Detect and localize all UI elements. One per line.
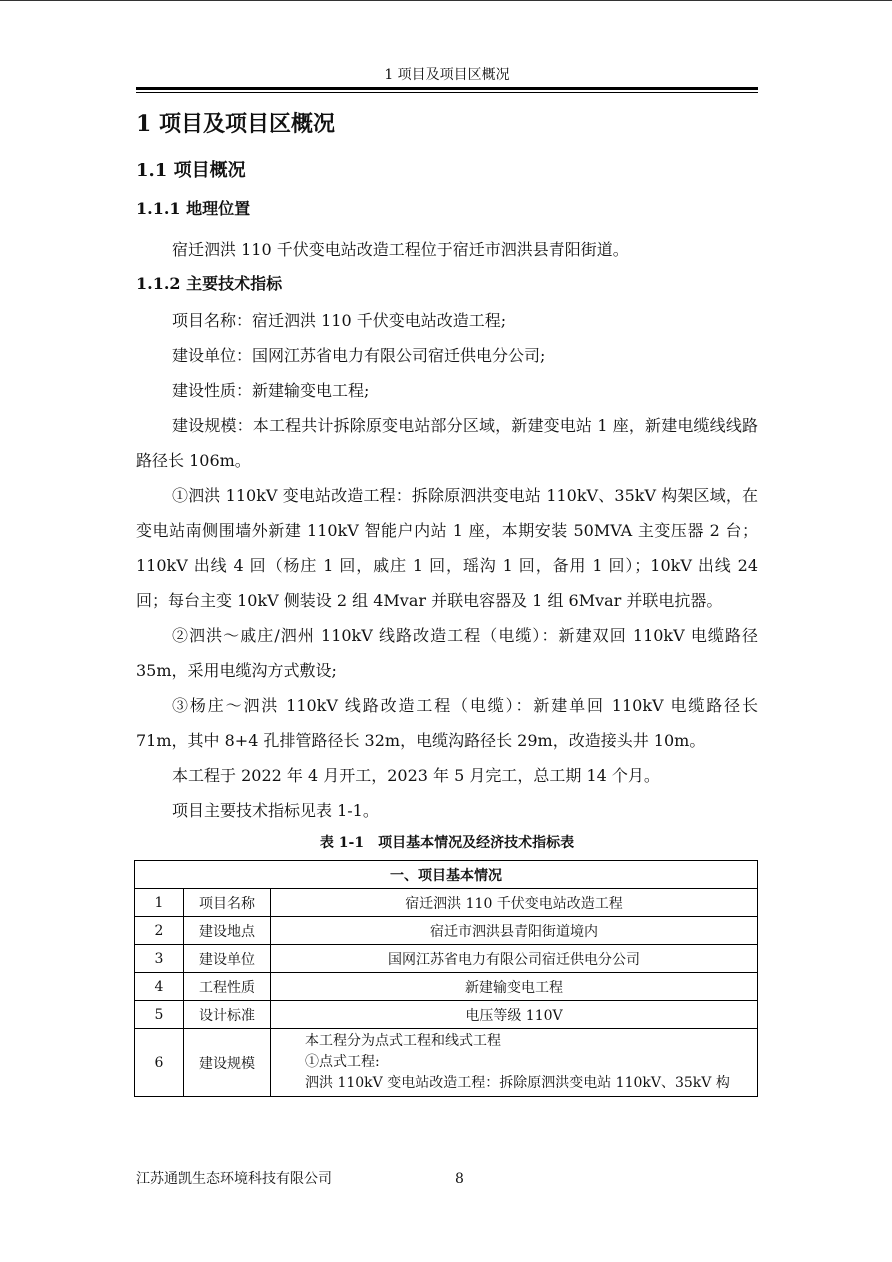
- row-number: 4: [135, 973, 184, 1001]
- basic-info-table: [134, 860, 758, 1097]
- paragraph-substation: ①泗洪 110kV 变电站改造工程：拆除原泗洪变电站 110kV、35kV 构架区域，在变电站南侧围墙外新建 110kV 智能户内站 1 座，本期安装 50MVA 主变压器 2 台；110kV 出线 4 回（杨庄 1 回，戚庄 1 回，瑶沟 1 回，备用 1 回）；10kV 出线 24 回；每台主变 10kV 侧装设 2 组 4Mvar 并联电容器及 1 组 6Mvar 并联电抗器。: [136, 486, 758, 610]
- row-label: 建设地点: [184, 917, 271, 945]
- row-label: 建设规模: [184, 1029, 271, 1097]
- paragraph-nature: 建设性质：新建输变电工程;: [172, 381, 370, 400]
- paragraph-line-2: ③杨庄～泗洪 110kV 线路改造工程（电缆）：新建单回 110kV 电缆路径长 71m，其中 8+4 孔排管路径长 32m，电缆沟路径长 29m，改造接头井 10m。: [136, 696, 758, 750]
- row-label: 项目名称: [184, 889, 271, 917]
- table-caption: 表 1-1 项目基本情况及经济技术指标表: [319, 835, 575, 851]
- row-value: 电压等级 110V: [271, 1001, 758, 1029]
- table-row: [135, 973, 758, 1001]
- row-number: 2: [135, 917, 184, 945]
- table-section-row: [135, 861, 758, 889]
- page-top-border: [0, 0, 892, 1]
- scale-line: ①点式工程:: [305, 1054, 380, 1070]
- paragraph-location: 宿迁泗洪 110 千伏变电站改造工程位于宿迁市泗洪县青阳街道。: [172, 240, 629, 259]
- scale-line: 本工程分为点式工程和线式工程: [305, 1033, 501, 1049]
- table-row: [135, 917, 758, 945]
- paragraph-line-1: ②泗洪～戚庄/泗州 110kV 线路改造工程（电缆）：新建双回 110kV 电缆路径 35m，采用电缆沟方式敷设;: [136, 626, 758, 680]
- row-number: 1: [135, 889, 184, 917]
- chapter-title: 1 项目及项目区概况: [136, 111, 335, 137]
- row-value: 国网江苏省电力有限公司宿迁供电分公司: [271, 945, 758, 973]
- table-row: [135, 889, 758, 917]
- row-number: 6: [135, 1029, 184, 1097]
- row-number: 5: [135, 1001, 184, 1029]
- table-row-scale: [135, 1029, 758, 1097]
- header-rule-thick: [136, 87, 758, 90]
- paragraph-project-name: 项目名称：宿迁泗洪 110 千伏变电站改造工程;: [172, 311, 507, 330]
- scale-line: 泗洪 110kV 变电站改造工程：拆除原泗洪变电站 110kV、35kV 构: [305, 1075, 730, 1091]
- table-section-title: 一、项目基本情况: [135, 861, 758, 889]
- row-label: 建设单位: [184, 945, 271, 973]
- section-title-1-1: 1.1 项目概况: [136, 160, 246, 181]
- header-rule-thin: [136, 92, 758, 93]
- row-number: 3: [135, 945, 184, 973]
- row-value-scale: [271, 1029, 758, 1097]
- page-number: 8: [455, 1171, 464, 1187]
- table-row: [135, 1001, 758, 1029]
- page-content: [136, 104, 758, 1097]
- paragraph-schedule: 本工程于 2022 年 4 月开工，2023 年 5 月完工，总工期 14 个月。: [172, 766, 660, 785]
- row-label: 设计标准: [184, 1001, 271, 1029]
- row-value: 宿迁市泗洪县青阳街道境内: [271, 917, 758, 945]
- section-title-1-1-2: 1.1.2 主要技术指标: [136, 274, 283, 293]
- table-row: [135, 945, 758, 973]
- footer-company: 江苏通凯生态环境科技有限公司: [136, 1171, 332, 1187]
- row-value: 新建输变电工程: [271, 973, 758, 1001]
- row-label: 工程性质: [184, 973, 271, 1001]
- row-value: 宿迁泗洪 110 千伏变电站改造工程: [271, 889, 758, 917]
- paragraph-table-ref: 项目主要技术指标见表 1-1。: [172, 801, 379, 820]
- paragraph-builder: 建设单位：国网江苏省电力有限公司宿迁供电分公司;: [172, 346, 546, 365]
- paragraph-scale: 建设规模：本工程共计拆除原变电站部分区域，新建变电站 1 座，新建电缆线线路路径长 106m。: [136, 416, 758, 470]
- running-header: 1 项目及项目区概况: [384, 67, 510, 83]
- section-title-1-1-1: 1.1.1 地理位置: [136, 199, 251, 218]
